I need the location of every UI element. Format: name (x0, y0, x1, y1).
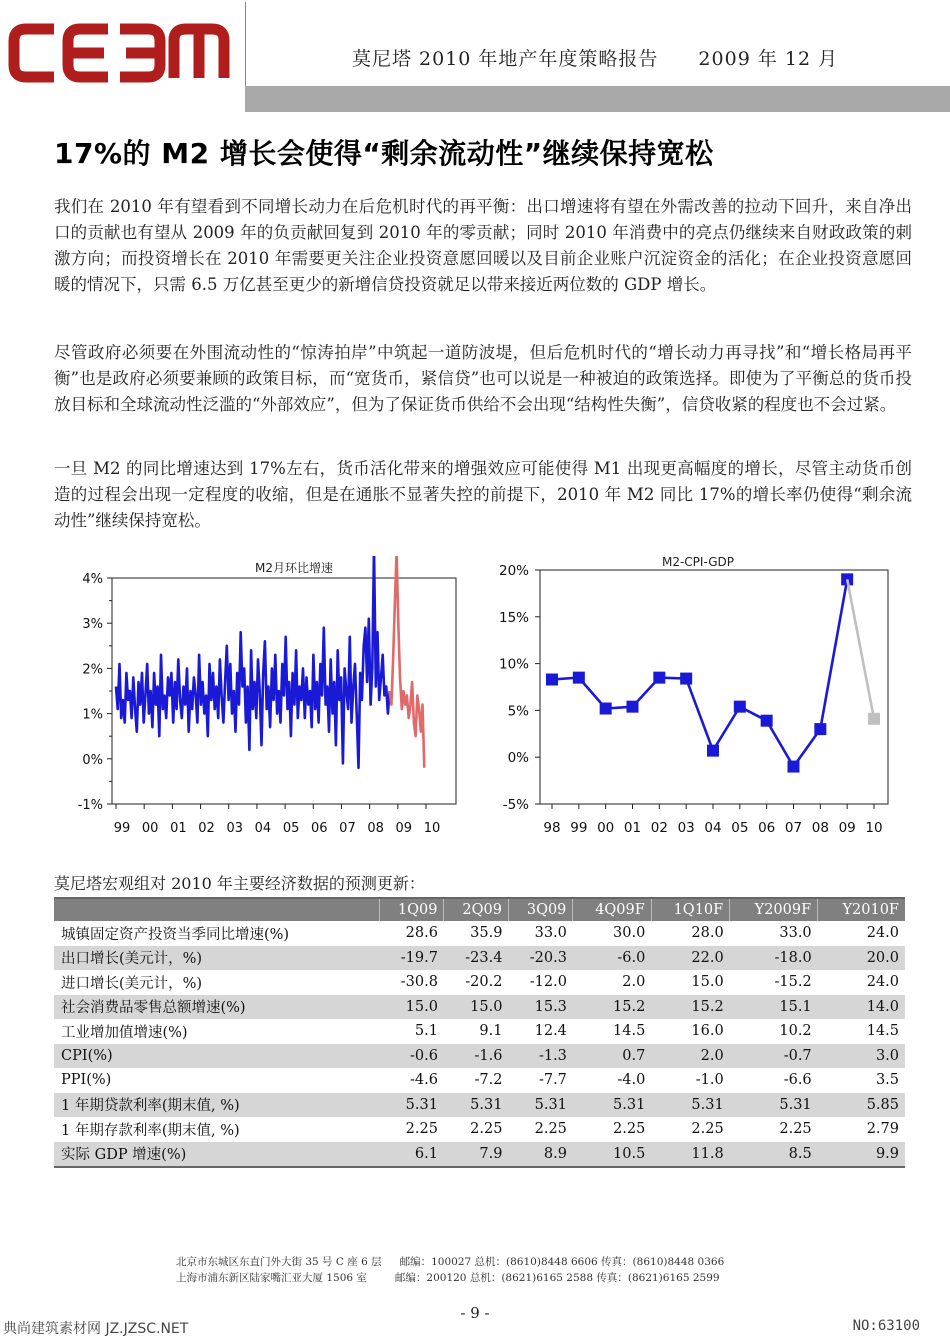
table-row (54, 946, 905, 971)
table-cell: 6.1 (379, 1142, 443, 1168)
table-cell: 2.25 (779, 1121, 812, 1138)
x-tick-label: 01 (623, 820, 642, 836)
table-cell: 8.5 (730, 1142, 818, 1168)
column-header-5: 1Q10F (651, 898, 729, 921)
page-number: - 9 - (460, 1304, 490, 1322)
row-label: 城镇固定资产投资当季同比增速(%) (61, 926, 290, 943)
footer-shanghai-contact: 邮编：200120 总机：(8621)6165 2588 传真：(8621)6165 2599 (394, 1272, 720, 1284)
series-line-m2-forecast (390, 556, 425, 768)
table-cell: -20.3 (508, 946, 572, 971)
table-cell: 2.25 (613, 1121, 646, 1138)
column-header-6: Y2009F (730, 898, 818, 921)
row-label: 1 年期存款利率(期末值, %) (61, 1122, 240, 1139)
table-cell: 12.4 (534, 1023, 567, 1040)
table-row (54, 1019, 905, 1044)
table-cell: 33.0 (779, 925, 812, 942)
y-tick-label: 3% (82, 617, 103, 633)
row-label: PPI(%) (61, 1072, 112, 1089)
table-cell: 8.9 (508, 1142, 572, 1168)
footer-beijing-contact: 邮编：100027 总机：(8610)8448 6606 传真：(8610)8448 0366 (399, 1256, 725, 1268)
row-label: CPI(%) (54, 1044, 379, 1069)
table-cell: 15.0 (444, 995, 508, 1020)
paragraph-1: 我们在 2010 年有望看到不同增长动力在后危机时代的再平衡：出口增速将有望在外需改善的拉动下回升，来自净出口的贡献也有望从 2009 年的负贡献回复到 2010 年的零贡献；同时 2010 年消费中的亮点仍继续来自财政政策的刺激方向；而投资增长在 2010 年需要更关注企业投资意愿回暖以及目前企业账户沉淀资金的活化；在企业投资意愿回暖的情况下，只需 6.5 万亿甚至更少的新增信贷投资就足以带来接近两位数的 GDP 增长。 (54, 197, 912, 294)
paragraph-2: 尽管政府必须要在外围流动性的“惊涛拍岸”中筑起一道防波堤，但后危机时代的“增长动力再寻找”和“增长格局再平衡”也是政府必须要兼顾的政策目标，而“宽货币，紧信贷”也可以说是一种被迫的政策选择。即使为了平衡总的货币投放目标和全球流动性泛滥的“外部效应”，但为了保证货币供给不会出现“结构性失衡”，信贷收紧的程度也不会过紧。 (54, 343, 912, 414)
table-cell: 11.8 (651, 1142, 729, 1168)
table-cell: -30.8 (400, 974, 438, 991)
header-divider (245, 2, 246, 86)
table-row (54, 1044, 905, 1069)
x-tick-label: 08 (367, 821, 384, 836)
column-header-4: 4Q09F (573, 898, 651, 921)
row-label: 1 年期贷款利率(期末值, %) (54, 1093, 379, 1118)
table-cell: 3.0 (818, 1044, 905, 1069)
table-cell: -23.4 (444, 946, 508, 971)
table-cell: -6.0 (573, 946, 651, 971)
table-cell: -19.7 (379, 946, 443, 971)
data-point (707, 745, 719, 757)
table-caption: 莫尼塔宏观组对 2010 年主要经济数据的预测更新： (54, 874, 425, 893)
x-tick-label: 04 (254, 821, 272, 836)
table-cell: 22.0 (651, 946, 729, 971)
footer-beijing-address: 北京市东城区东直门外大街 35 号 C 座 6 层 (176, 1256, 382, 1268)
table-cell: -0.6 (379, 1044, 443, 1069)
x-tick-label: 00 (141, 821, 159, 836)
table-cell: 15.1 (730, 995, 818, 1020)
table-cell: 3.5 (875, 1072, 899, 1089)
data-point (734, 701, 746, 713)
table-cell: 14.5 (866, 1023, 899, 1040)
y-tick-label: 0% (507, 750, 529, 767)
row-label: 实际 GDP 增速(%) (54, 1142, 379, 1168)
paragraph-3: 一旦 M2 的同比增速达到 17%左右，货币活化带来的增强效应可能使得 M1 出现更高幅度的增长，尽管主动货币创造的过程会出现一定程度的收缩，但是在通胀不显著失控的前提下，2010 年 M2 同比 17%的增长率仍使得“剩余流动性”继续保持宽松。 (54, 459, 912, 530)
x-tick-label: 04 (704, 820, 722, 836)
table-cell: -0.7 (730, 1044, 818, 1069)
table-cell: 7.9 (444, 1142, 508, 1168)
table-row (54, 1068, 905, 1093)
chart-title: M2月环比增速 (255, 561, 333, 575)
table-cell: 15.2 (651, 995, 729, 1020)
report-header-title: 莫尼塔 2010 年地产年度策略报告 2009 年 12 月 (352, 48, 839, 70)
table-cell: -4.6 (409, 1072, 438, 1089)
data-point (761, 715, 773, 727)
table-cell: -12.0 (529, 974, 567, 991)
data-point (627, 701, 639, 713)
x-tick-label: 98 (543, 820, 561, 836)
table-cell: 15.0 (379, 995, 443, 1020)
table-cell: 9.1 (479, 1023, 503, 1040)
data-point (653, 672, 665, 684)
table-cell: 14.5 (613, 1023, 646, 1040)
column-header-3: 3Q09 (508, 898, 572, 921)
table-cell: 9.9 (818, 1142, 905, 1168)
table-cell: -18.0 (730, 946, 818, 971)
watermark-left: 典尚建筑素材网 JZ.JZSC.NET (3, 1321, 189, 1337)
x-tick-label: 10 (423, 821, 441, 836)
forecast-point (868, 713, 880, 725)
table-cell: 5.31 (444, 1093, 508, 1118)
x-tick-label: 06 (310, 821, 328, 836)
table-header-row (54, 898, 905, 921)
table-cell: 15.2 (573, 995, 651, 1020)
data-point (573, 672, 585, 684)
page-header (0, 0, 950, 115)
x-tick-label: 02 (650, 820, 668, 836)
table-row (54, 995, 905, 1020)
data-point (788, 761, 800, 773)
y-tick-label: -5% (502, 797, 529, 813)
x-tick-label: 07 (784, 820, 803, 836)
chart-title: M2-CPI-GDP (661, 555, 735, 569)
table-cell: -7.2 (474, 1072, 503, 1089)
table-cell: 5.31 (508, 1093, 572, 1118)
table-row (54, 1142, 905, 1168)
table-cell: 15.3 (508, 995, 572, 1020)
data-point (680, 673, 692, 685)
forecast-table (54, 897, 905, 1168)
x-tick-label: 99 (570, 820, 588, 836)
table-cell: -6.6 (783, 1072, 812, 1089)
y-tick-label: -1% (77, 798, 103, 813)
column-header-7: Y2010F (818, 898, 905, 921)
x-tick-label: 09 (838, 820, 856, 836)
y-tick-label: 2% (82, 662, 103, 678)
y-tick-label: 5% (507, 703, 529, 720)
table-cell: 2.25 (691, 1121, 724, 1138)
table-cell: 33.0 (534, 925, 567, 942)
m2-cpi-gdp-chart (478, 552, 898, 851)
table-cell: 2.25 (405, 1121, 438, 1138)
header-bar (245, 86, 950, 112)
data-point (546, 674, 558, 686)
logo-text: CEBM (8, 22, 12, 23)
row-label: 工业增加值增速(%) (61, 1024, 188, 1041)
x-tick-label: 09 (395, 821, 413, 836)
table-cell: 2.25 (470, 1121, 503, 1138)
table-cell: 14.0 (818, 995, 905, 1020)
x-tick-label: 00 (597, 820, 615, 836)
table-row (54, 921, 905, 946)
y-tick-label: 1% (82, 707, 103, 723)
table-row (54, 1093, 905, 1118)
table-cell: -4.0 (617, 1072, 646, 1089)
x-tick-label: 05 (282, 821, 300, 836)
row-label: 进口增长(美元计，%) (61, 975, 203, 992)
table-cell: 35.9 (470, 925, 503, 942)
footer-beijing (176, 1254, 724, 1270)
m2-monthly-chart (54, 556, 464, 850)
x-tick-label: 02 (198, 821, 215, 836)
table-cell: 10.2 (779, 1023, 812, 1040)
table-cell: 5.31 (651, 1093, 729, 1118)
x-tick-label: 07 (339, 821, 356, 836)
row-label: 出口增长(美元计，%) (54, 946, 379, 971)
table-cell: 2.0 (651, 1044, 729, 1069)
table-cell: 5.31 (573, 1093, 651, 1118)
data-point (814, 723, 826, 735)
x-tick-label: 06 (758, 820, 776, 836)
table-cell: 5.31 (379, 1093, 443, 1118)
watermark-right: NO:63100 (852, 1318, 920, 1334)
table-cell: 2.79 (866, 1121, 899, 1138)
section-title: 17%的 M2 增长会使得“剩余流动性”继续保持宽松 (54, 137, 714, 170)
x-tick-label: 03 (226, 821, 244, 836)
table-row (54, 1117, 905, 1142)
table-cell: -20.2 (465, 974, 503, 991)
table-cell: 28.6 (405, 925, 438, 942)
footer-shanghai (176, 1270, 724, 1286)
table-cell: -1.0 (695, 1072, 724, 1089)
y-tick-label: 15% (498, 609, 529, 626)
x-tick-label: 10 (865, 820, 883, 836)
table-cell: 5.31 (730, 1093, 818, 1118)
column-header-0 (54, 898, 379, 921)
plot-area-frame (540, 570, 888, 804)
table-cell: 24.0 (866, 974, 899, 991)
x-tick-label: 05 (731, 820, 749, 836)
m2-monthly-chart-svg (54, 556, 464, 846)
table-cell: 0.7 (573, 1044, 651, 1069)
x-tick-label: 08 (811, 820, 829, 836)
table-row (54, 970, 905, 995)
table-cell: 10.5 (573, 1142, 651, 1168)
table-cell: -1.6 (444, 1044, 508, 1069)
x-tick-label: 03 (677, 820, 695, 836)
column-header-2: 2Q09 (444, 898, 508, 921)
table-cell: 2.25 (534, 1121, 567, 1138)
table-cell: -7.7 (538, 1072, 567, 1089)
y-tick-label: 4% (82, 572, 103, 587)
x-tick-label: 99 (113, 821, 131, 836)
footer-shanghai-address: 上海市浦东新区陆家嘴汇亚大厦 1506 室 (176, 1272, 367, 1284)
table-cell: 2.0 (622, 974, 646, 991)
m2-cpi-gdp-chart-svg (478, 552, 898, 847)
y-tick-label: 10% (498, 656, 529, 673)
table-cell: -1.3 (508, 1044, 572, 1069)
column-header-1: 1Q09 (379, 898, 443, 921)
y-tick-label: 0% (82, 752, 103, 768)
table-cell: 28.0 (691, 925, 724, 942)
table-cell: -15.2 (774, 974, 812, 991)
table-cell: 20.0 (818, 946, 905, 971)
table-cell: 30.0 (613, 925, 646, 942)
footer-contact (176, 1254, 724, 1286)
table-cell: 5.1 (414, 1023, 438, 1040)
cebm-logo (8, 22, 233, 84)
series-line-m2-cpi-gdp (552, 579, 847, 766)
series-line-forecast (847, 579, 874, 718)
y-tick-label: 20% (498, 563, 529, 579)
series-line-m2 (116, 556, 390, 768)
data-point (600, 703, 612, 715)
table-cell: 16.0 (691, 1023, 724, 1040)
x-tick-label: 01 (170, 821, 187, 836)
table-cell: 24.0 (866, 925, 899, 942)
row-label: 社会消费品零售总额增速(%) (54, 995, 379, 1020)
table-cell: 15.0 (691, 974, 724, 991)
table-cell: 5.85 (818, 1093, 905, 1118)
